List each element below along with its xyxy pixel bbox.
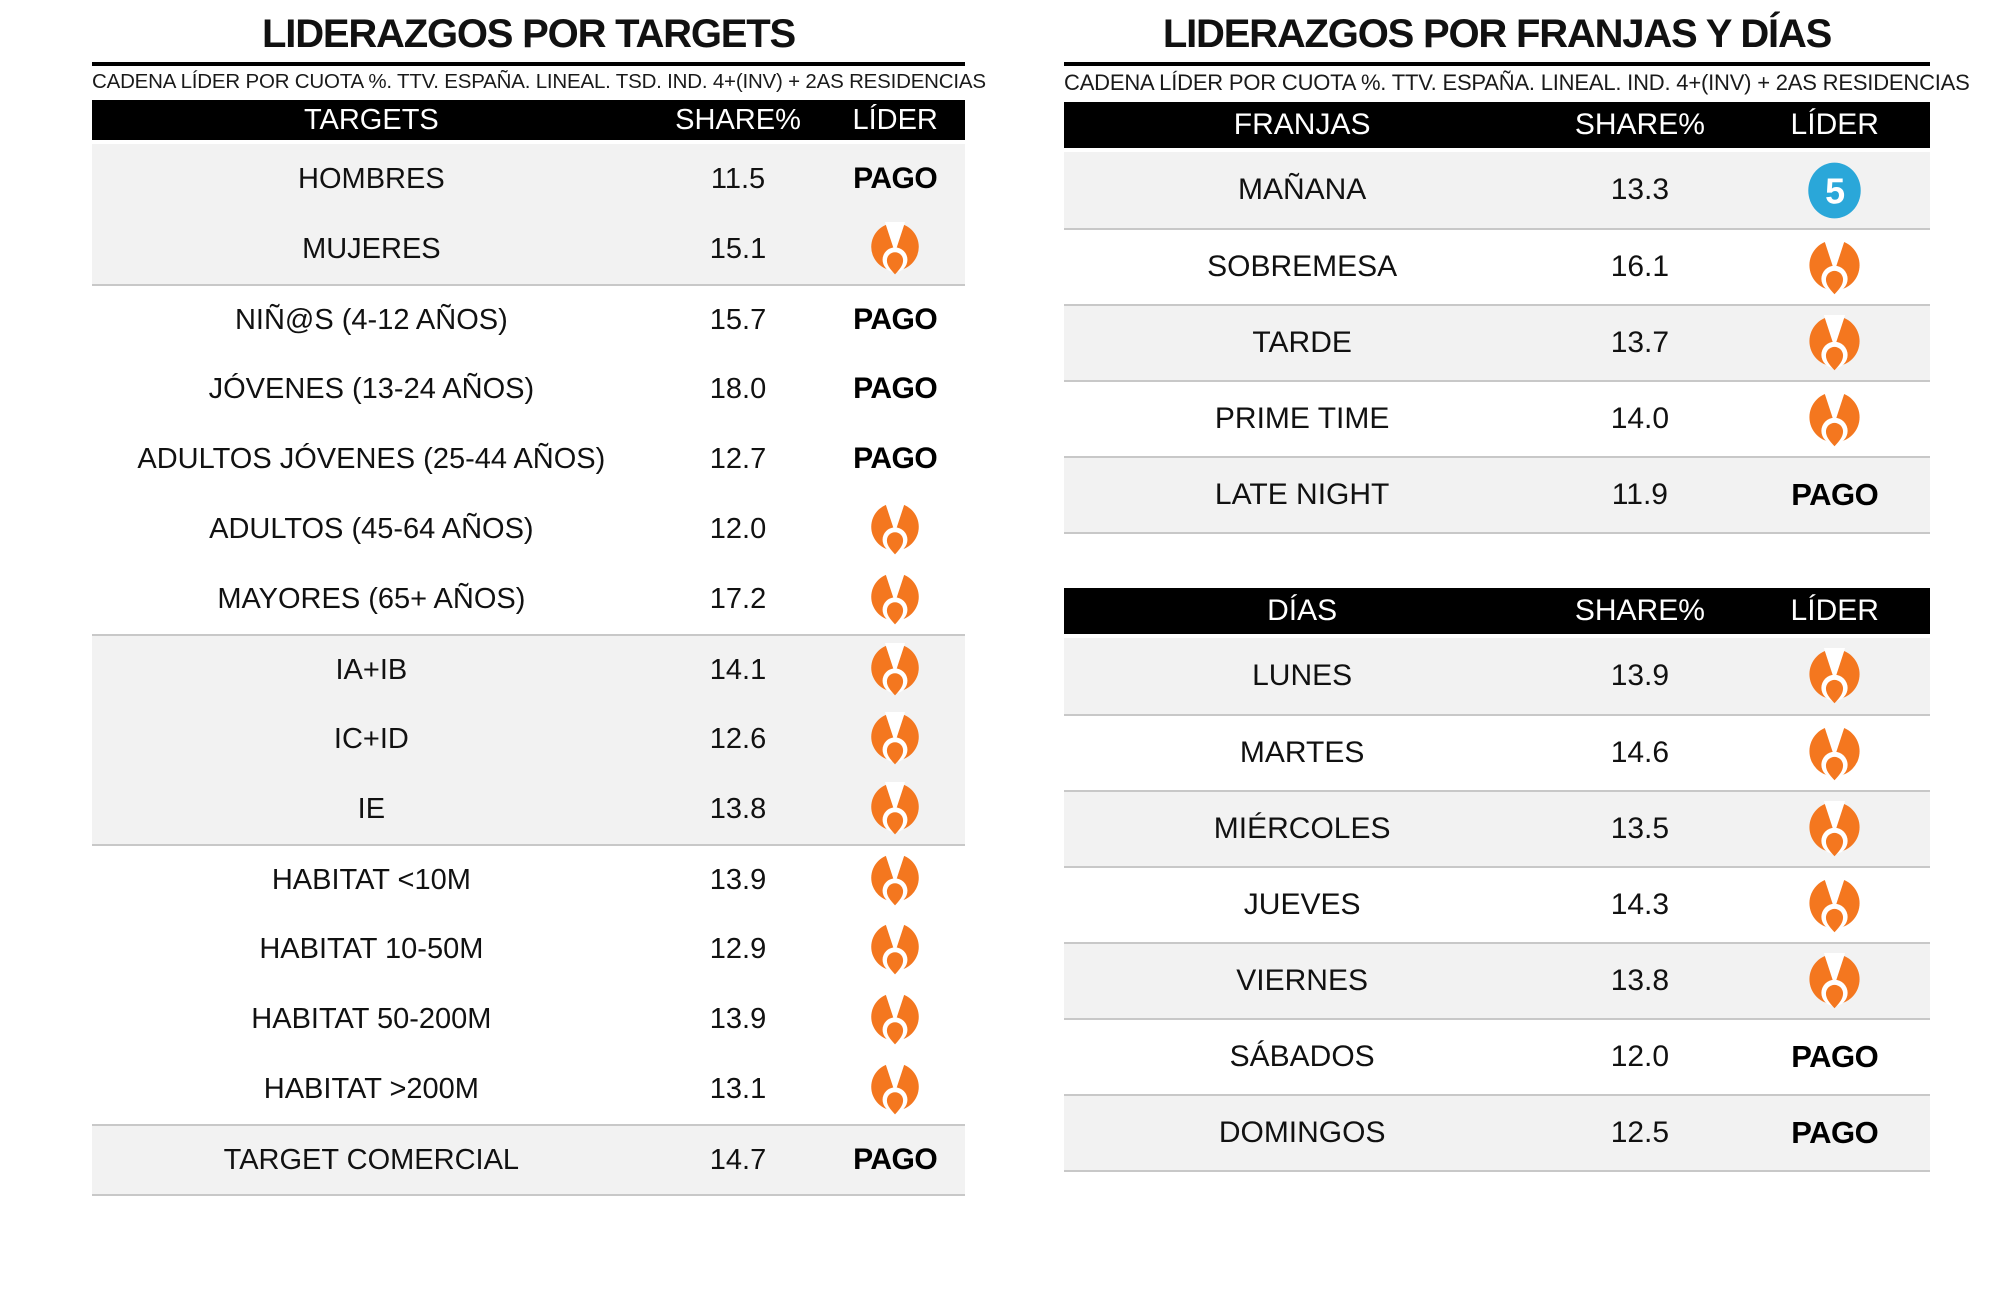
row-label: MUJERES	[302, 232, 441, 265]
table-row	[92, 634, 965, 704]
row-leader	[825, 1143, 965, 1177]
table-row	[92, 144, 965, 214]
antena3-logo	[868, 643, 922, 697]
table-row	[1064, 304, 1930, 380]
row-label: IC+ID	[333, 722, 409, 755]
table-row	[92, 284, 965, 354]
antena3-logo	[868, 782, 922, 836]
row-label: HABITAT <10M	[271, 863, 471, 896]
antena3-logo	[868, 853, 922, 907]
pago-label: PAGO	[1791, 1115, 1879, 1150]
row-leader	[825, 442, 965, 476]
antena3-logo	[1806, 391, 1863, 448]
antena3-logo	[1806, 648, 1863, 705]
franjas-dias-title: LIDERAZGOS POR FRANJAS Y DÍAS	[1064, 12, 1930, 66]
antena3-logo	[1806, 801, 1863, 858]
table-row	[92, 704, 965, 774]
targets-subtitle: CADENA LÍDER POR CUOTA %. TTV. ESPAÑA. LINEAL. TSD. IND. 4+(INV) + 2AS RESIDENCIAS	[92, 70, 986, 93]
table-row	[92, 1054, 965, 1124]
row-leader	[825, 222, 965, 276]
table-row	[1064, 638, 1930, 714]
leader-column-header: LÍDER	[1790, 594, 1879, 627]
pago-label: PAGO	[853, 1143, 938, 1176]
antena3-logo	[868, 572, 922, 626]
antena3-logo	[868, 222, 922, 276]
row-share-value: 13.9	[709, 863, 767, 896]
row-label: MAYORES (65+ AÑOS)	[217, 582, 526, 615]
row-share-value: 14.1	[709, 653, 767, 686]
table-row	[1064, 152, 1930, 228]
row-share-value: 15.1	[709, 232, 767, 265]
pago-label: PAGO	[853, 303, 938, 336]
row-label: MARTES	[1239, 736, 1365, 769]
row-share-value: 12.6	[709, 722, 767, 755]
row-leader	[825, 853, 965, 907]
row-share-value: 12.7	[709, 442, 767, 475]
row-label: TARDE	[1252, 326, 1352, 359]
table-row	[1064, 1094, 1930, 1170]
row-share-value: 11.5	[710, 162, 766, 195]
row-share-value: 12.0	[1610, 1040, 1670, 1073]
row-label: MAÑANA	[1237, 173, 1367, 206]
antena3-logo	[1806, 953, 1863, 1010]
targets-panel	[92, 12, 986, 1196]
row-leader	[1739, 162, 1930, 219]
row-label: IA+IB	[335, 653, 408, 686]
antena3-logo	[868, 712, 922, 766]
row-share-value: 18.0	[709, 372, 767, 405]
table-row	[92, 774, 965, 844]
table-row	[1064, 714, 1930, 790]
row-leader	[1739, 391, 1930, 448]
antena3-logo	[1806, 725, 1863, 782]
row-label: HOMBRES	[298, 162, 445, 195]
targets-title: LIDERAZGOS POR TARGETS	[92, 12, 965, 66]
table-row	[92, 354, 965, 424]
dias-header-row	[1064, 588, 1930, 634]
row-label: PRIME TIME	[1214, 402, 1390, 435]
row-share-value: 13.9	[1610, 659, 1670, 692]
franjas-header-row	[1064, 102, 1930, 148]
row-leader	[1739, 477, 1930, 513]
row-share-value: 13.5	[1610, 812, 1670, 845]
row-leader	[1739, 1039, 1930, 1075]
row-leader	[825, 502, 965, 556]
row-leader	[825, 162, 965, 196]
franjas-column-header: FRANJAS	[1233, 108, 1371, 141]
row-share-value: 12.0	[709, 512, 767, 545]
row-label: LATE NIGHT	[1214, 478, 1390, 511]
antena3-logo	[1806, 877, 1863, 934]
antena3-logo	[1806, 239, 1863, 296]
targets-rows	[92, 144, 965, 1196]
dias-rows	[1064, 638, 1930, 1172]
table-row	[1064, 1018, 1930, 1094]
row-leader	[1739, 953, 1930, 1010]
row-label: SOBREMESA	[1207, 250, 1398, 283]
row-share-value: 13.1	[709, 1072, 767, 1105]
table-row	[92, 564, 965, 634]
row-share-value: 13.9	[709, 1002, 767, 1035]
antena3-logo	[868, 1062, 922, 1116]
table-row	[1064, 228, 1930, 304]
row-leader	[825, 572, 965, 626]
franjas-rows	[1064, 152, 1930, 534]
row-leader	[825, 643, 965, 697]
row-share-value: 17.2	[709, 582, 767, 615]
table-row	[92, 1124, 965, 1194]
table-row	[92, 424, 965, 494]
row-share-value: 14.7	[709, 1143, 767, 1176]
row-leader	[1739, 801, 1930, 858]
row-share-value: 14.0	[1610, 402, 1670, 435]
row-share-value: 14.3	[1610, 888, 1670, 921]
row-label: VIERNES	[1236, 964, 1368, 997]
row-leader	[825, 303, 965, 337]
row-leader	[1739, 648, 1930, 705]
row-label: HABITAT >200M	[263, 1072, 479, 1105]
franjas-dias-subtitle: CADENA LÍDER POR CUOTA %. TTV. ESPAÑA. LINEAL. IND. 4+(INV) + 2AS RESIDENCIAS	[1064, 70, 1970, 95]
row-leader	[1739, 877, 1930, 934]
row-leader	[825, 712, 965, 766]
table-row	[92, 214, 965, 284]
dias-column-header: DÍAS	[1267, 594, 1338, 627]
row-share-value: 13.3	[1610, 173, 1670, 206]
row-label: JÓVENES (13-24 AÑOS)	[208, 372, 535, 405]
table-row	[92, 844, 965, 914]
table-row	[1064, 942, 1930, 1018]
row-leader	[1739, 315, 1930, 372]
antena3-logo	[1806, 315, 1863, 372]
row-share-value: 13.7	[1610, 326, 1670, 359]
row-label: SÁBADOS	[1229, 1040, 1375, 1073]
pago-label: PAGO	[1791, 1039, 1879, 1074]
table-row	[1064, 456, 1930, 532]
table-row	[1064, 790, 1930, 866]
row-label: DOMINGOS	[1218, 1116, 1386, 1149]
table-row	[1064, 380, 1930, 456]
pago-label: PAGO	[853, 372, 938, 405]
antena3-logo	[868, 992, 922, 1046]
row-share-value: 13.8	[1610, 964, 1670, 997]
row-label: ADULTOS JÓVENES (25-44 AÑOS)	[137, 442, 606, 475]
row-share-value: 15.7	[709, 303, 767, 336]
row-leader	[1739, 1115, 1930, 1151]
row-leader	[825, 1062, 965, 1116]
row-leader	[825, 992, 965, 1046]
targets-header-row	[92, 100, 965, 140]
share-column-header: SHARE%	[1574, 594, 1705, 627]
leader-column-header: LÍDER	[1790, 108, 1879, 141]
antena3-logo	[868, 922, 922, 976]
telecinco-logo	[1806, 162, 1863, 219]
row-share-value: 14.6	[1610, 736, 1670, 769]
table-row	[92, 984, 965, 1054]
pago-label: PAGO	[853, 442, 938, 475]
row-label: LUNES	[1252, 659, 1353, 692]
row-label: JUEVES	[1243, 888, 1361, 921]
row-label: HABITAT 10-50M	[259, 932, 484, 965]
row-leader	[825, 372, 965, 406]
pago-label: PAGO	[853, 162, 938, 195]
row-leader	[1739, 725, 1930, 782]
svg-text:5: 5	[1825, 170, 1846, 212]
row-share-value: 11.9	[1611, 478, 1668, 511]
row-share-value: 12.5	[1610, 1116, 1670, 1149]
franjas-dias-panel	[1064, 12, 1970, 1172]
leader-column-header: LÍDER	[852, 103, 938, 136]
row-label: HABITAT 50-200M	[251, 1002, 492, 1035]
row-share-value: 16.1	[1610, 250, 1670, 283]
antena3-logo	[868, 502, 922, 556]
row-label: MIÉRCOLES	[1213, 812, 1391, 845]
table-row	[1064, 866, 1930, 942]
table-row	[92, 494, 965, 564]
row-label: NIÑ@S (4-12 AÑOS)	[234, 303, 508, 336]
row-label: TARGET COMERCIAL	[223, 1143, 520, 1176]
tables-gap	[1064, 534, 1930, 588]
table-row	[92, 914, 965, 984]
row-leader	[825, 922, 965, 976]
share-column-header: SHARE%	[675, 103, 801, 136]
row-leader	[1739, 239, 1930, 296]
share-column-header: SHARE%	[1574, 108, 1705, 141]
row-share-value: 12.9	[709, 932, 767, 965]
row-share-value: 13.8	[709, 792, 767, 825]
row-leader	[825, 782, 965, 836]
row-label: IE	[357, 792, 386, 825]
row-label: ADULTOS (45-64 AÑOS)	[209, 512, 534, 545]
pago-label: PAGO	[1791, 477, 1879, 512]
targets-column-header: TARGETS	[303, 103, 439, 136]
